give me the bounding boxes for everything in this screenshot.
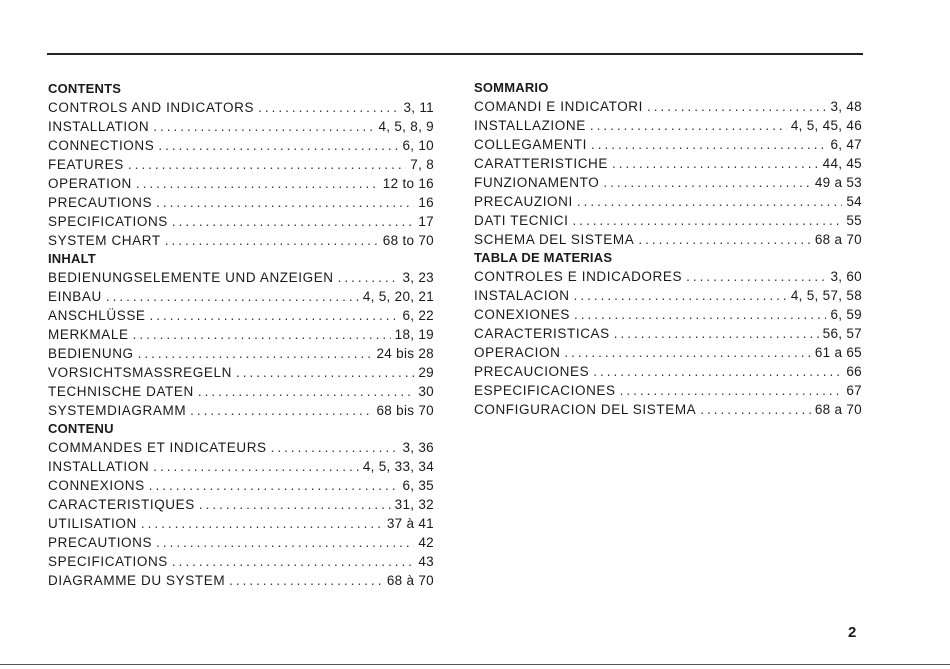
toc-entry-label: CONTROLS AND INDICATORS <box>48 100 255 115</box>
dot-leader <box>141 514 383 533</box>
toc-entry <box>474 343 862 362</box>
toc-entry <box>474 230 862 249</box>
toc-entry-label: SPECIFICATIONS <box>48 214 168 229</box>
toc-entry-pages: 3, 36 <box>402 440 434 455</box>
dot-leader <box>271 438 399 457</box>
toc-entry <box>48 457 434 476</box>
toc-entry <box>474 324 862 343</box>
toc-entry-pages: 17 <box>418 214 434 229</box>
toc-entry-pages: 18, 19 <box>394 327 434 342</box>
dot-leader <box>199 495 391 514</box>
toc-entry-pages: 30 <box>418 384 434 399</box>
dot-leader <box>591 135 826 154</box>
toc-entry <box>48 136 434 155</box>
toc-entry <box>474 381 862 400</box>
toc-entry-pages: 67 <box>846 383 862 398</box>
toc-entry-label: OPERATION <box>48 176 132 191</box>
dot-leader <box>612 154 819 173</box>
toc-entry-pages: 44, 45 <box>822 156 862 171</box>
dot-leader <box>647 97 826 116</box>
dot-leader <box>136 174 379 193</box>
toc-entry-pages: 6, 35 <box>402 478 434 493</box>
toc-column-left <box>48 80 434 590</box>
dot-leader <box>156 533 414 552</box>
toc-entry <box>474 135 862 154</box>
toc-section <box>474 79 862 249</box>
toc-entry-pages: 6, 59 <box>830 307 862 322</box>
toc-entry <box>474 173 862 192</box>
toc-entry <box>48 495 434 514</box>
toc-entry-label: CONEXIONES <box>474 307 571 322</box>
dot-leader <box>700 400 811 419</box>
toc-entry-pages: 68 à 70 <box>386 573 434 588</box>
toc-entry <box>48 401 434 420</box>
dot-leader <box>165 231 379 250</box>
section-title: TABLA DE MATERIAS <box>474 250 613 265</box>
toc-entry-label: CONNEXIONS <box>48 478 145 493</box>
dot-leader <box>590 116 787 135</box>
toc-entry-pages: 37 à 41 <box>386 516 434 531</box>
toc-entry-pages: 4, 5, 45, 46 <box>790 118 862 133</box>
toc-entry-pages: 6, 10 <box>402 138 434 153</box>
toc-entry <box>474 97 862 116</box>
toc-section <box>48 420 434 590</box>
toc-entry-label: SPECIFICATIONS <box>48 554 168 569</box>
dot-leader <box>638 230 811 249</box>
toc-column-right <box>474 79 862 419</box>
dot-leader <box>236 363 414 382</box>
toc-entry <box>48 117 434 136</box>
toc-entry-label: PRECAUCIONES <box>474 364 590 379</box>
toc-entry-label: FEATURES <box>48 157 124 172</box>
toc-entry-label: SYSTEMDIAGRAMM <box>48 403 187 418</box>
toc-entry <box>48 268 434 287</box>
toc-entry <box>48 552 434 571</box>
toc-entry-label: CONFIGURACION DEL SISTEMA <box>474 402 697 417</box>
toc-entry-label: PRECAUTIONS <box>48 195 153 210</box>
toc-entry-label: SCHEMA DEL SISTEMA <box>474 232 635 247</box>
toc-entry-label: CONNECTIONS <box>48 138 155 153</box>
toc-entry-pages: 4, 5, 33, 34 <box>362 459 434 474</box>
toc-entry <box>474 286 862 305</box>
toc-entry <box>48 212 434 231</box>
dot-leader <box>198 382 415 401</box>
dot-leader <box>572 211 842 230</box>
toc-entry-pages: 7, 8 <box>410 157 434 172</box>
toc-entry <box>474 211 862 230</box>
toc-entry-pages: 31, 32 <box>394 497 434 512</box>
section-title: CONTENTS <box>48 81 122 96</box>
toc-entry-label: CONTROLES E INDICADORES <box>474 269 683 284</box>
toc-entry-label: COLLEGAMENTI <box>474 137 587 152</box>
toc-entry-pages: 6, 22 <box>402 308 434 323</box>
toc-entry-pages: 68 bis 70 <box>376 403 434 418</box>
toc-entry-pages: 68 a 70 <box>814 402 862 417</box>
dot-leader <box>603 173 811 192</box>
toc-entry <box>48 306 434 325</box>
toc-entry-label: TECHNISCHE DATEN <box>48 384 194 399</box>
toc-entry-label: OPERACION <box>474 345 561 360</box>
toc-entry-pages: 43 <box>418 554 434 569</box>
toc-entry-label: SYSTEM CHART <box>48 233 161 248</box>
toc-entry-label: INSTALLATION <box>48 119 150 134</box>
toc-entry-pages: 3, 23 <box>402 270 434 285</box>
toc-entry-pages: 54 <box>846 194 862 209</box>
dot-leader <box>149 476 399 495</box>
toc-entry <box>474 305 862 324</box>
toc-entry-label: COMMANDES ET INDICATEURS <box>48 440 267 455</box>
toc-entry-label: CARACTERISTICAS <box>474 326 610 341</box>
toc-entry <box>474 192 862 211</box>
dot-leader <box>564 343 810 362</box>
toc-entry-pages: 61 a 65 <box>814 345 862 360</box>
toc-entry-label: UTILISATION <box>48 516 137 531</box>
section-title: CONTENU <box>48 421 114 436</box>
toc-entry <box>48 514 434 533</box>
toc-entry-label: INSTALLAZIONE <box>474 118 586 133</box>
toc-entry-pages: 66 <box>846 364 862 379</box>
toc-entry-pages: 4, 5, 20, 21 <box>362 289 434 304</box>
toc-entry-label: DATI TECNICI <box>474 213 569 228</box>
page-number: 2 <box>848 624 857 641</box>
dot-leader <box>229 571 383 590</box>
toc-entry <box>48 344 434 363</box>
toc-entry <box>48 287 434 306</box>
toc-entry <box>48 231 434 250</box>
toc-entry-pages: 3, 11 <box>403 100 434 115</box>
dot-leader <box>686 267 826 286</box>
toc-entry-pages: 24 bis 28 <box>376 346 434 361</box>
toc-entry-label: BEDIENUNG <box>48 346 134 361</box>
toc-entry-pages: 3, 48 <box>830 99 862 114</box>
toc-entry-pages: 55 <box>846 213 862 228</box>
toc-entry-label: INSTALLATION <box>48 459 150 474</box>
toc-entry-label: CARACTERISTIQUES <box>48 497 195 512</box>
toc-entry-pages: 16 <box>418 195 434 210</box>
toc-entry-pages: 12 to 16 <box>382 176 434 191</box>
toc-entry <box>48 533 434 552</box>
toc-entry-pages: 49 a 53 <box>814 175 862 190</box>
toc-entry <box>48 382 434 401</box>
toc-entry-label: ESPECIFICACIONES <box>474 383 616 398</box>
dot-leader <box>153 457 359 476</box>
toc-entry-label: PRECAUTIONS <box>48 535 153 550</box>
toc-entry <box>474 400 862 419</box>
toc-entry <box>48 476 434 495</box>
toc-entry <box>48 325 434 344</box>
dot-leader <box>106 287 359 306</box>
toc-entry-pages: 4, 5, 8, 9 <box>378 119 434 134</box>
dot-leader <box>128 155 406 174</box>
toc-entry <box>48 174 434 193</box>
toc-entry-label: MERKMALE <box>48 327 129 342</box>
toc-section <box>48 250 434 420</box>
toc-entry-pages: 42 <box>418 535 434 550</box>
toc-entry <box>474 154 862 173</box>
toc-section <box>474 249 862 419</box>
section-title: INHALT <box>48 251 96 266</box>
dot-leader <box>574 305 826 324</box>
dot-leader <box>138 344 373 363</box>
toc-entry-pages: 68 to 70 <box>382 233 434 248</box>
toc-entry-label: ANSCHLÜSSE <box>48 308 146 323</box>
toc-entry-label: COMANDI E INDICATORI <box>474 99 644 114</box>
dot-leader <box>150 306 399 325</box>
toc-entry-pages: 56, 57 <box>822 326 862 341</box>
toc-entry-label: VORSICHTSMASSREGELN <box>48 365 232 380</box>
dot-leader <box>156 193 414 212</box>
toc-entry-pages: 68 a 70 <box>814 232 862 247</box>
toc-entry-label: BEDIENUNGSELEMENTE UND ANZEIGEN <box>48 270 334 285</box>
toc-entry <box>48 363 434 382</box>
toc-entry <box>474 116 862 135</box>
toc-entry <box>48 438 434 457</box>
dot-leader <box>577 192 843 211</box>
top-rule <box>47 53 863 55</box>
toc-entry <box>474 362 862 381</box>
dot-leader <box>133 325 391 344</box>
toc-entry <box>48 155 434 174</box>
toc-entry <box>474 267 862 286</box>
dot-leader <box>338 268 399 287</box>
toc-entry-label: DIAGRAMME DU SYSTEM <box>48 573 226 588</box>
dot-leader <box>593 362 842 381</box>
toc-section <box>48 80 434 250</box>
dot-leader <box>172 212 414 231</box>
toc-entry-label: INSTALACION <box>474 288 570 303</box>
dot-leader <box>620 381 843 400</box>
dot-leader <box>574 286 787 305</box>
toc-entry <box>48 98 434 117</box>
dot-leader <box>153 117 374 136</box>
toc-entry-label: CARATTERISTICHE <box>474 156 609 171</box>
toc-entry-label: EINBAU <box>48 289 102 304</box>
dot-leader <box>258 98 399 117</box>
dot-leader <box>158 136 398 155</box>
toc-entry-pages: 4, 5, 57, 58 <box>790 288 862 303</box>
toc-entry <box>48 571 434 590</box>
section-title: SOMMARIO <box>474 80 549 95</box>
dot-leader <box>190 401 372 420</box>
toc-entry <box>48 193 434 212</box>
toc-entry-label: FUNZIONAMENTO <box>474 175 600 190</box>
dot-leader <box>614 324 819 343</box>
toc-entry-pages: 29 <box>418 365 434 380</box>
toc-entry-pages: 3, 60 <box>830 269 862 284</box>
toc-entry-pages: 6, 47 <box>830 137 862 152</box>
dot-leader <box>172 552 414 571</box>
bottom-rule <box>0 664 950 665</box>
toc-entry-label: PRECAUZIONI <box>474 194 573 209</box>
